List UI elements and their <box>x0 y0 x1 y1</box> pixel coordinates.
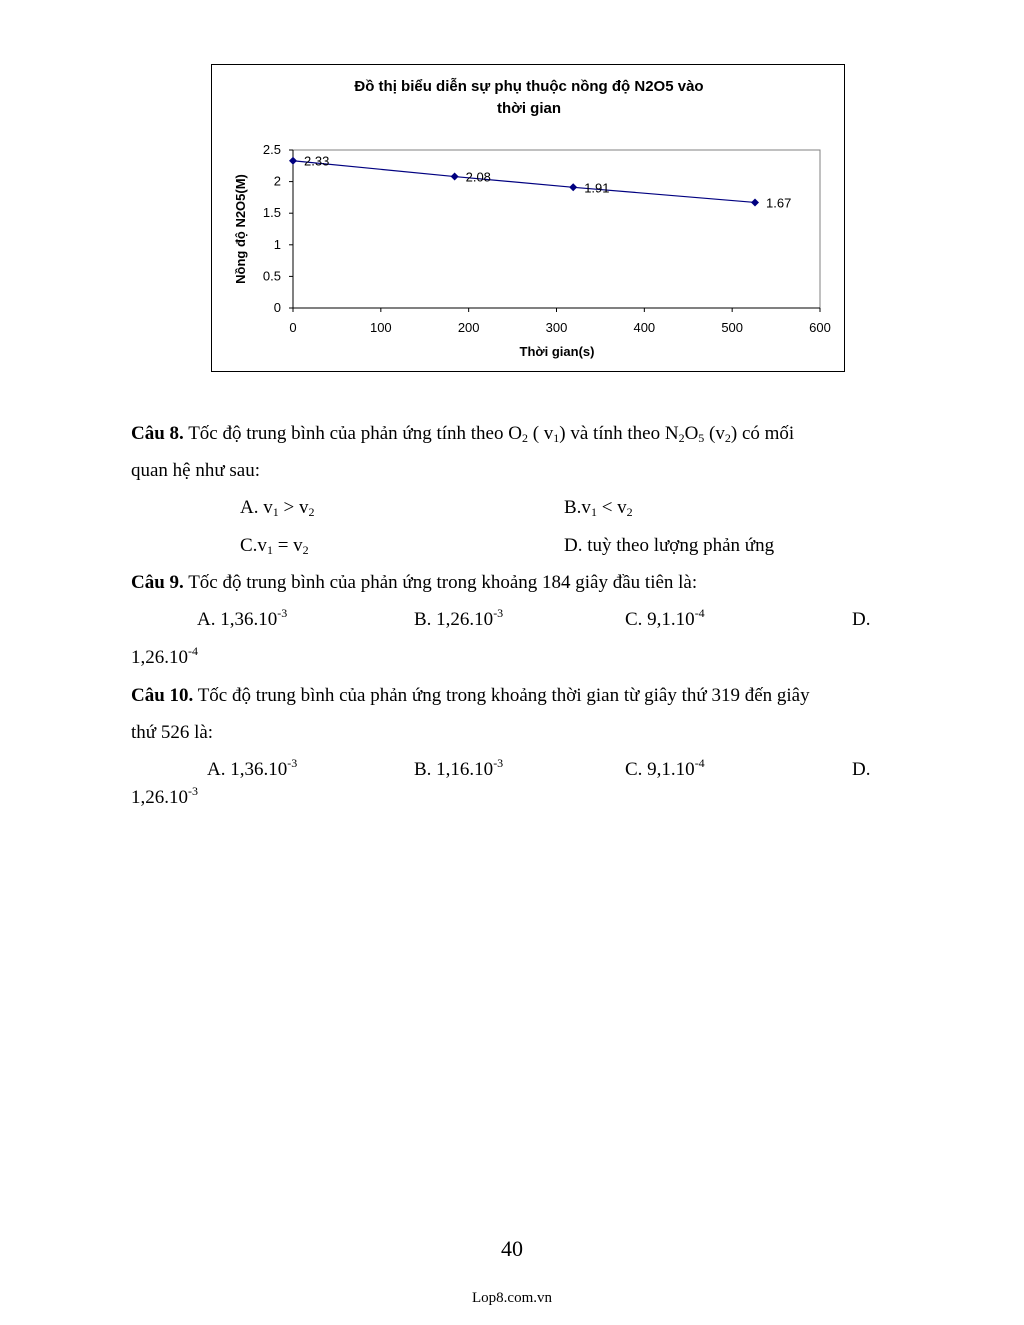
x-tick-label: 600 <box>809 320 831 335</box>
q8-c-sub2: 2 <box>302 543 309 557</box>
q8-sub-n2: 2 <box>678 431 685 445</box>
q8-text-c: ) và tính theo N <box>559 423 679 444</box>
data-label: 1.91 <box>584 180 610 196</box>
y-tick-label: 0 <box>273 300 281 315</box>
y-tick-label: 2.5 <box>262 142 281 157</box>
q9-a-exp: -3 <box>277 606 288 620</box>
y-tick-label: 2 <box>273 173 281 189</box>
q10-a-exp: -3 <box>287 756 298 770</box>
q8-line2: quan hệ như sau: <box>131 460 261 481</box>
q9-a-base: A. 1,36.10 <box>197 609 278 630</box>
y-tick-label: 1.5 <box>262 205 281 221</box>
q8-b-mid: < v <box>596 497 627 518</box>
q8-number: Câu 8. <box>131 423 184 444</box>
q8-option-a <box>240 496 314 520</box>
chart-title-line2: thời gian <box>497 100 561 117</box>
data-point-marker <box>289 157 297 165</box>
q10-option-d-label: D. <box>852 759 871 780</box>
data-label: 2.33 <box>304 153 330 169</box>
q8-option-c <box>240 534 309 558</box>
x-axis-label: Thời gian(s) <box>519 344 595 359</box>
x-tick-label: 100 <box>369 320 392 335</box>
y-tick-label: 1 <box>273 236 281 252</box>
q8-a-pre: A. v <box>240 497 273 518</box>
q8-a-sub2: 2 <box>308 505 315 519</box>
q9-text: Tốc độ trung bình của phản ứng trong khoảng 184 giây đầu tiên là: <box>183 572 698 593</box>
y-axis-label: Nồng độ N2O5(M) <box>233 174 248 284</box>
data-point-marker <box>451 173 459 181</box>
q9-option-d-value <box>131 646 198 670</box>
x-tick-label: 200 <box>457 320 480 335</box>
q10-d-base: 1,26.10 <box>131 787 188 808</box>
q9-option-b <box>414 608 503 632</box>
x-ticks <box>289 308 830 335</box>
q8-sub-v1: 1 <box>553 431 560 445</box>
q8-c-mid: = v <box>272 535 303 556</box>
q10-c-base: C. 9,1.10 <box>625 759 695 780</box>
page-number: 40 <box>501 1236 523 1261</box>
q10-option-c <box>625 758 705 782</box>
q10-c-exp: -4 <box>694 756 705 770</box>
x-tick-label: 500 <box>721 320 744 335</box>
q9-number: Câu 9. <box>131 572 184 593</box>
q9-d-base: 1,26.10 <box>131 647 188 668</box>
q8-b-sub1: 1 <box>590 505 597 519</box>
x-tick-label: 0 <box>289 320 297 335</box>
q10-option-a <box>207 758 297 782</box>
q10-option-d-value <box>131 786 198 810</box>
q10-b-exp: -3 <box>493 756 504 770</box>
q8-option-d: D. tuỳ theo lượng phản ứng <box>564 535 775 556</box>
q10-text: Tốc độ trung bình của phản ứng trong khoảng thời gian từ giây thứ 319 đến giây <box>193 685 810 706</box>
q8-line1 <box>131 422 794 446</box>
q8-text-d: O <box>684 423 699 444</box>
q9-b-base: B. 1,26.10 <box>414 609 494 630</box>
q8-sub-o2: 2 <box>521 431 528 445</box>
q9-line1 <box>131 571 697 595</box>
chart-svg <box>212 65 846 373</box>
series-line <box>293 161 755 203</box>
q8-c-sub1: 1 <box>266 543 273 557</box>
q10-option-b <box>414 758 503 782</box>
q10-line2: thứ 526 là: <box>131 722 214 743</box>
q10-line1 <box>131 684 810 708</box>
q9-option-c <box>625 608 705 632</box>
q9-b-exp: -3 <box>493 606 504 620</box>
q10-b-base: B. 1,16.10 <box>414 759 494 780</box>
q8-sub-v2: 2 <box>724 431 731 445</box>
q8-b-pre: B.v <box>564 497 591 518</box>
q8-b-sub2: 2 <box>626 505 633 519</box>
plot-area <box>293 150 820 308</box>
q8-text-f: ) có mối <box>730 423 795 444</box>
q9-option-d-label: D. <box>852 609 871 630</box>
data-point-marker <box>569 183 577 191</box>
chart-title-line1: Đồ thị biểu diễn sự phụ thuộc nồng độ N2O5 vào <box>354 78 704 95</box>
q8-sub-o5: 5 <box>698 431 705 445</box>
chart-container <box>211 64 845 372</box>
x-tick-label: 400 <box>633 320 656 335</box>
data-label: 2.08 <box>465 169 491 185</box>
footer-site: Lop8.com.vn <box>472 1290 552 1306</box>
q9-d-exp: -4 <box>188 644 198 658</box>
data-point-marker <box>751 198 759 206</box>
q10-number: Câu 10. <box>131 685 194 706</box>
q10-a-base: A. 1,36.10 <box>207 759 288 780</box>
y-ticks <box>263 142 293 315</box>
x-tick-label: 300 <box>545 320 568 335</box>
q8-text-a: Tốc độ trung bình của phản ứng tính theo O <box>183 423 522 444</box>
q8-text-b: ( v <box>527 423 554 444</box>
q10-d-exp: -3 <box>188 784 198 798</box>
q9-c-exp: -4 <box>694 606 705 620</box>
data-label: 1.67 <box>766 195 792 211</box>
y-tick-label: 0.5 <box>262 268 281 284</box>
q9-c-base: C. 9,1.10 <box>625 609 695 630</box>
q8-c-pre: C.v <box>240 535 267 556</box>
q9-option-a <box>197 608 287 632</box>
q8-a-mid: > v <box>278 497 309 518</box>
q8-a-sub1: 1 <box>272 505 279 519</box>
series-n2o5 <box>289 154 791 211</box>
q8-text-e: (v <box>704 423 725 444</box>
q8-option-b <box>564 496 633 520</box>
